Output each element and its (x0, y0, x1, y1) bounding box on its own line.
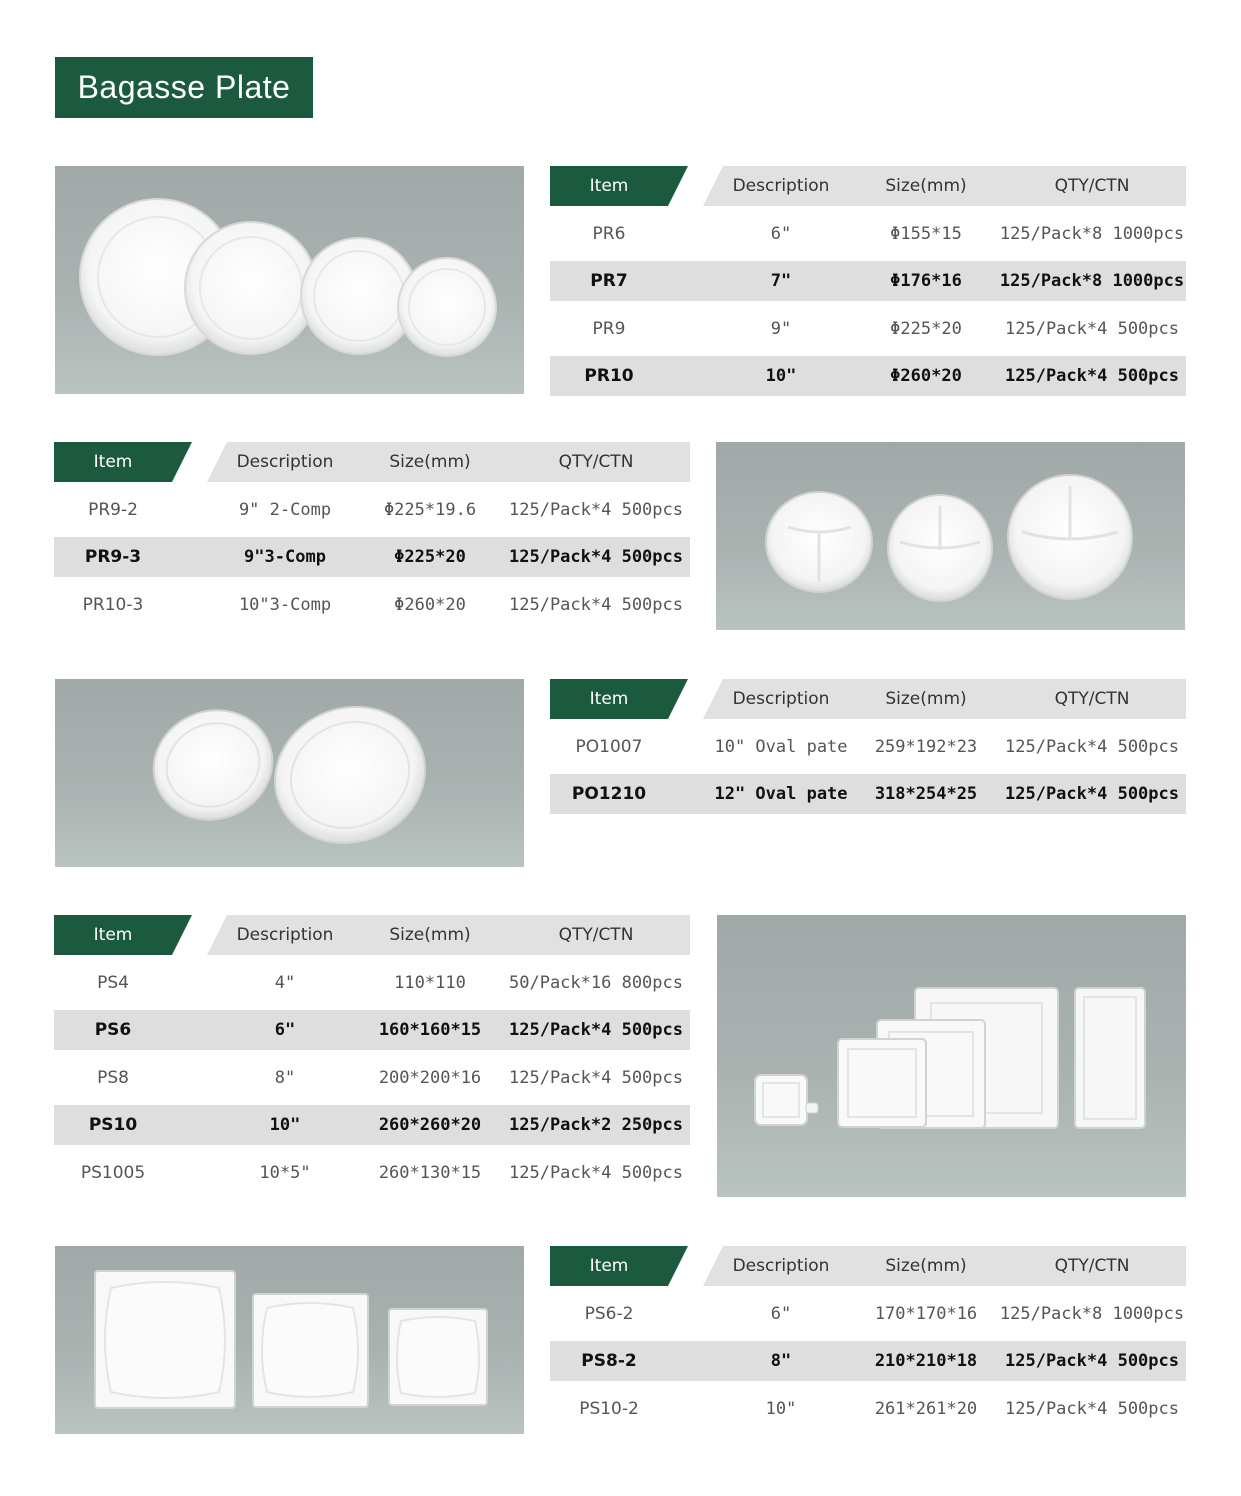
cell-item: PS6-2 (584, 1303, 634, 1324)
oval-plates-table (550, 679, 1186, 814)
cell-size: 260*130*15 (378, 1162, 482, 1183)
oval-plates-photo (55, 679, 524, 867)
cell-size: 200*200*16 (378, 1067, 482, 1088)
header-description: Description (732, 1256, 830, 1276)
header-size: Size(mm) (885, 1256, 967, 1276)
cell-description: 10" (269, 1115, 301, 1135)
cell-description: 12" Oval pate (714, 784, 848, 804)
header-size: Size(mm) (885, 176, 967, 196)
table-row (54, 585, 690, 625)
cell-qty: 125/Pack*4 500pcs (509, 1162, 683, 1183)
curved-square-plates-photo (55, 1246, 524, 1434)
table-row (550, 1294, 1186, 1334)
header-qty: QTY/CTN (1054, 176, 1130, 196)
cell-item: PS6 (94, 1020, 132, 1040)
cell-item: PO1210 (571, 784, 647, 804)
cell-qty: 125/Pack*4 500pcs (1005, 366, 1179, 386)
table-row (550, 1389, 1186, 1429)
table-row (550, 1341, 1186, 1381)
table-header (550, 166, 1186, 206)
cell-item: PS8-2 (581, 1351, 637, 1371)
table-row (54, 1058, 690, 1098)
page-title: Bagasse Plate (55, 57, 313, 118)
cell-qty: 125/Pack*4 500pcs (509, 1067, 683, 1088)
cell-size: Φ225*20 (890, 318, 962, 339)
header-item: Item (589, 689, 629, 709)
cell-item: PS10-2 (579, 1398, 639, 1419)
cell-qty: 125/Pack*4 500pcs (1005, 736, 1179, 757)
table-row (550, 214, 1186, 254)
cell-description: 10" Oval pate (714, 736, 848, 757)
cell-size: Φ225*19.6 (383, 499, 477, 520)
table-row (54, 1010, 690, 1050)
square-plates-photo (717, 915, 1186, 1197)
cell-qty: 125/Pack*4 500pcs (1005, 1351, 1179, 1371)
cell-item: PS8 (97, 1067, 129, 1088)
cell-item: PR10 (584, 366, 634, 386)
cell-description: 10" (765, 1398, 797, 1419)
header-description: Description (732, 176, 830, 196)
table-row (54, 537, 690, 577)
cell-qty: 125/Pack*4 500pcs (509, 1020, 683, 1040)
cell-description: 9" (770, 318, 792, 339)
cell-item: PR6 (592, 223, 626, 244)
cell-description: 9" 2-Comp (238, 499, 332, 520)
table-row (54, 490, 690, 530)
cell-size: 259*192*23 (874, 736, 978, 757)
cell-item: PR10-3 (82, 594, 144, 615)
cell-qty: 125/Pack*8 1000pcs (999, 223, 1185, 244)
cell-item: PR7 (590, 271, 628, 291)
cell-item: PR9 (592, 318, 626, 339)
cell-size: 160*160*15 (378, 1020, 482, 1040)
cell-qty: 125/Pack*2 250pcs (509, 1115, 683, 1135)
cell-size: 261*261*20 (874, 1398, 978, 1419)
cell-size: 318*254*25 (874, 784, 978, 804)
cell-size: 170*170*16 (874, 1303, 978, 1324)
table-row (550, 261, 1186, 301)
cell-qty: 50/Pack*16 800pcs (509, 972, 683, 993)
cell-description: 8" (770, 1351, 792, 1371)
cell-size: Φ260*20 (394, 594, 466, 615)
cell-size: 260*260*20 (378, 1115, 482, 1135)
header-qty: QTY/CTN (558, 452, 634, 472)
cell-item: PS1005 (80, 1162, 146, 1183)
cell-size: Φ260*20 (890, 366, 962, 386)
table-header (54, 442, 690, 482)
header-item: Item (589, 176, 629, 196)
table-row (54, 1153, 690, 1193)
cell-size: Φ176*16 (890, 271, 962, 291)
round-plates-photo (55, 166, 524, 394)
table-row (54, 1105, 690, 1145)
cell-qty: 125/Pack*4 500pcs (1005, 318, 1179, 339)
cell-qty: 125/Pack*8 1000pcs (999, 1303, 1185, 1324)
cell-size: Φ225*20 (394, 547, 466, 567)
header-qty: QTY/CTN (558, 925, 634, 945)
header-size: Size(mm) (389, 925, 471, 945)
cell-item: PO1007 (575, 736, 643, 757)
cell-description: 10"3-Comp (238, 594, 332, 615)
square-plates-table (54, 915, 690, 1193)
round-plates-table (550, 166, 1186, 396)
cell-item: PR9-3 (84, 547, 142, 567)
cell-description: 6" (770, 1303, 792, 1324)
header-description: Description (236, 925, 334, 945)
cell-description: 7" (770, 271, 792, 291)
cell-size: 210*210*18 (874, 1351, 978, 1371)
cell-description: 9"3-Comp (244, 547, 326, 567)
table-row (550, 309, 1186, 349)
compartment-plates-photo (716, 442, 1185, 630)
cell-description: 6" (770, 223, 792, 244)
cell-item: PR9-2 (88, 499, 138, 520)
table-row (54, 963, 690, 1003)
header-qty: QTY/CTN (1054, 689, 1130, 709)
table-header (550, 679, 1186, 719)
cell-description: 8" (274, 1067, 296, 1088)
header-size: Size(mm) (885, 689, 967, 709)
cell-qty: 125/Pack*4 500pcs (509, 499, 683, 520)
cell-description: 6" (274, 1020, 296, 1040)
table-header (550, 1246, 1186, 1286)
header-description: Description (236, 452, 334, 472)
cell-description: 10*5" (259, 1162, 311, 1183)
curved-square-plates-table (550, 1246, 1186, 1429)
cell-item: PS10 (88, 1115, 138, 1135)
header-qty: QTY/CTN (1054, 1256, 1130, 1276)
header-item: Item (93, 925, 133, 945)
cell-description: 10" (765, 366, 797, 386)
cell-qty: 125/Pack*4 500pcs (1005, 784, 1179, 804)
table-row (550, 356, 1186, 396)
header-item: Item (589, 1256, 629, 1276)
cell-description: 4" (274, 972, 296, 993)
cell-qty: 125/Pack*4 500pcs (509, 594, 683, 615)
cell-size: 110*110 (394, 972, 466, 993)
cell-item: PS4 (97, 972, 129, 993)
header-item: Item (93, 452, 133, 472)
cell-size: Φ155*15 (890, 223, 962, 244)
cell-qty: 125/Pack*8 1000pcs (999, 271, 1185, 291)
cell-qty: 125/Pack*4 500pcs (509, 547, 683, 567)
header-size: Size(mm) (389, 452, 471, 472)
cell-qty: 125/Pack*4 500pcs (1005, 1398, 1179, 1419)
table-row (550, 727, 1186, 767)
header-description: Description (732, 689, 830, 709)
table-row (550, 774, 1186, 814)
compartment-plates-table (54, 442, 690, 625)
table-header (54, 915, 690, 955)
